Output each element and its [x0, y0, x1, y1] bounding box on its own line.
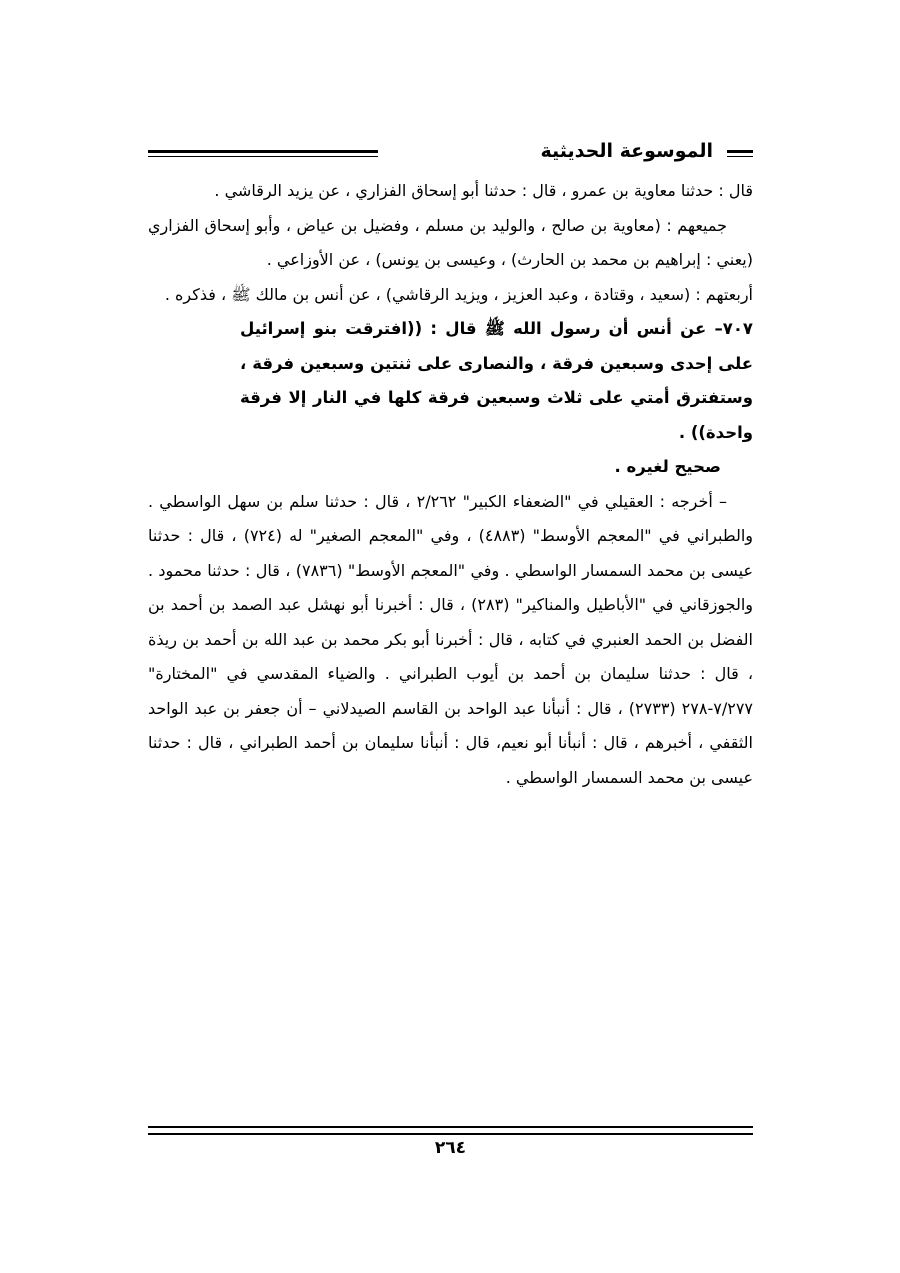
page-number: ٢٦٤	[434, 1138, 467, 1158]
running-title: الموسوعة الحديثية	[540, 140, 713, 162]
page-body	[148, 174, 753, 795]
header-rule-short	[727, 150, 753, 157]
paragraph-chain-1: قال : حدثنا معاوية بن عمرو ، قال : حدثنا أبو إسحاق الفزاري ، عن يزيد الرقاشي .	[214, 181, 753, 200]
footer-rule	[148, 1126, 753, 1135]
paragraph-chain-2: جميعهم : (معاوية بن صالح ، والوليد بن مسلم ، وفضيل بن عياض ، وأبو إسحاق الفزاري (يعني : إبراهيم بن محمد بن الحارث) ، وعيسى بن يونس) ، عن الأوزاعي .	[148, 215, 753, 269]
hadith-grade: صحيح لغيره .	[614, 457, 721, 476]
hadith-text: ٧٠٧– عن أنس أن رسول الله ﷺ قال : ((افترقت بنو إسرائيل على إحدى وسبعين فرقة ، والنصارى على ثنتين وسبعين فرقة ، وستفترق أمتي على ثلاث وسبعين فرقة كلها في النار إلا فرقة واحدة)) .	[240, 319, 753, 442]
takhrij-paragraph: – أخرجه : العقيلي في "الضعفاء الكبير" ٢/٢٦٢ ، قال : حدثنا سلم بن سهل الواسطي . والطبراني في "المعجم الأوسط" (٤٨٨٣) ، وفي "المعجم الصغير" له (٧٢٤) ، قال : حدثنا عيسى بن محمد السمسار الواسطي . وفي "المعجم الأوسط" (٧٨٣٦) ، قال : حدثنا محمود . والجوزقاني في "الأباطيل والمناكير" (٢٨٣) ، قال : أخبرنا أبو نهشل عبد الصمد بن أحمد بن الفضل بن الحمد العنبري في كتابه ، قال : أخبرنا أبو بكر محمد بن عبد الله بن أحمد بن ريذة ، قال : حدثنا سليمان بن أحمد بن أيوب الطبراني . والضياء المقدسي في "المختارة" ٧/٢٧٧-٢٧٨ (٢٧٣٣) ، قال : أنبأنا عبد الواحد بن القاسم الصيدلاني – أن جعفر بن عبد الواحد الثقفي ، أخبرهم ، قال : أنبأنا أبو نعيم، قال : أنبأنا سليمان بن أحمد الطبراني ، قال : حدثنا عيسى بن محمد السمسار الواسطي .	[148, 491, 754, 787]
header-rule	[148, 150, 378, 157]
page-header	[148, 140, 753, 174]
paragraph-chain-3: أربعتهم : (سعيد ، وقتادة ، وعبد العزيز ، ويزيد الرقاشي) ، عن أنس بن مالك ﷺ ، فذكره .	[164, 284, 753, 304]
